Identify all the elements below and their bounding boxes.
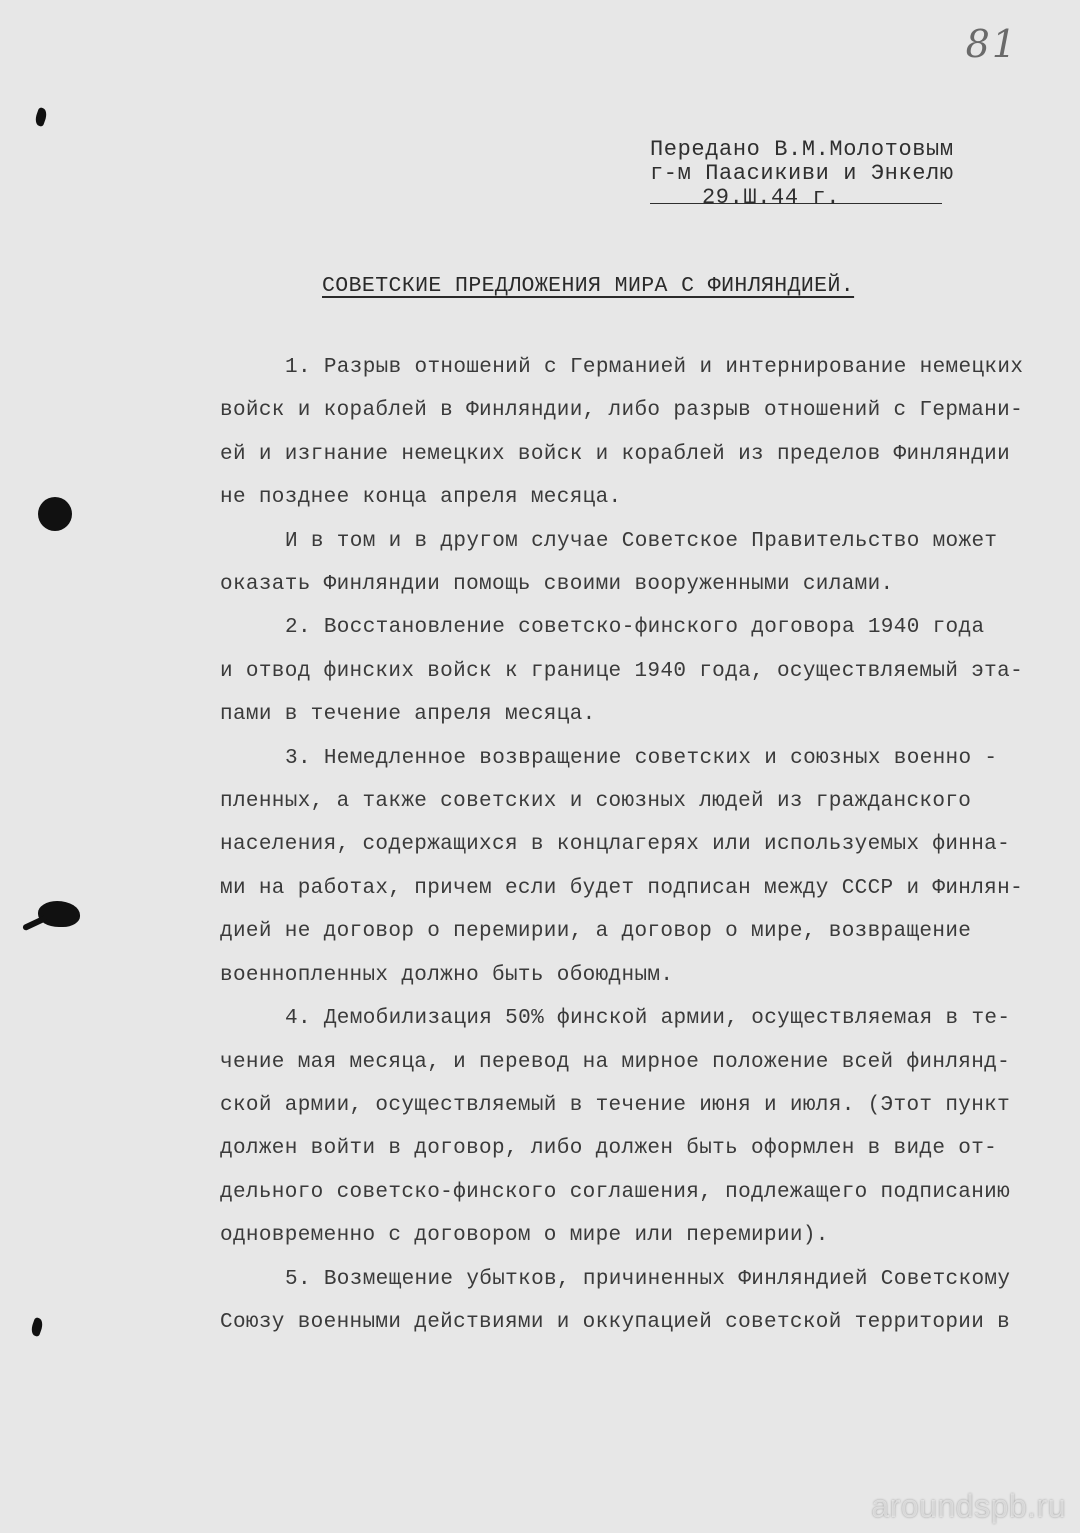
- document-title: СОВЕТСКИЕ ПРЕДЛОЖЕНИЯ МИРА С ФИНЛЯНДИЕЙ.: [322, 274, 855, 298]
- body-line: одновременно с договором о мире или перемирии).: [220, 1224, 829, 1248]
- body-line: 4. Демобилизация 50% финской армии, осуществляемая в те-: [285, 1007, 1011, 1031]
- body-line: не позднее конца апреля месяца.: [220, 486, 622, 510]
- body-line: 2. Восстановление советско-финского договора 1940 года: [285, 616, 985, 640]
- body-line: населения, содержащихся в концлагерях или используемых финна-: [220, 833, 1011, 857]
- margin-mark: [33, 107, 49, 127]
- body-line: оказать Финляндии помощь своими вооруженными силами.: [220, 573, 894, 597]
- addressee-underline: [650, 203, 942, 204]
- body-line: пами в течение апреля месяца.: [220, 703, 596, 727]
- body-line: 1. Разрыв отношений с Германией и интернирование немецких: [285, 356, 1024, 379]
- body-line: ской армии, осуществляемый в течение июня и июля. (Этот пункт: [220, 1093, 1011, 1117]
- body-line: дией не договор о перемирии, а договор о мире, возвращение: [220, 920, 972, 944]
- body-line: ми на работах, причем если будет подписан между СССР и Финлян-: [220, 876, 1024, 900]
- body-line: чение мая месяца, и перевод на мирное положение всей финлянд-: [220, 1050, 1011, 1074]
- site-watermark: aroundspb.ru: [871, 1488, 1066, 1524]
- body-line: 5. Возмещение убытков, причиненных Финляндией Советскому: [285, 1267, 1011, 1291]
- body-line: войск и кораблей в Финляндии, либо разрыв отношений с Германи-: [220, 399, 1024, 423]
- addressee-date: 29.Ш.44 г.: [702, 185, 841, 210]
- addressee-line-2: г-м Паасикиви и Энкелю: [650, 161, 954, 186]
- body-line: дельного советско-финского соглашения, подлежащего подписанию: [220, 1180, 1011, 1204]
- body-line: и отвод финских войск к границе 1940 года, осуществляемый эта-: [220, 659, 1024, 683]
- body-line: военнопленных должно быть обоюдным.: [220, 963, 674, 987]
- archive-page-number: 81: [965, 22, 1018, 66]
- addressee-block: [650, 137, 954, 210]
- margin-mark: [29, 1317, 45, 1337]
- body-line: Союзу военными действиями и оккупацией советской территории в: [220, 1310, 1011, 1334]
- binder-hole: [38, 497, 72, 531]
- document-body: [220, 346, 1050, 1344]
- body-line: И в том и в другом случае Советское Правительство может: [285, 529, 998, 553]
- body-line: 3. Немедленное возвращение советских и союзных военно -: [285, 746, 998, 770]
- addressee-line-1: Передано В.М.Молотовым: [650, 137, 954, 162]
- margin-mark: [38, 901, 80, 927]
- body-line: ей и изгнание немецких войск и кораблей из пределов Финляндии: [220, 442, 1011, 466]
- body-line: должен войти в договор, либо должен быть оформлен в виде от-: [220, 1137, 998, 1161]
- body-line: пленных, а также советских и союзных людей из гражданского: [220, 790, 972, 814]
